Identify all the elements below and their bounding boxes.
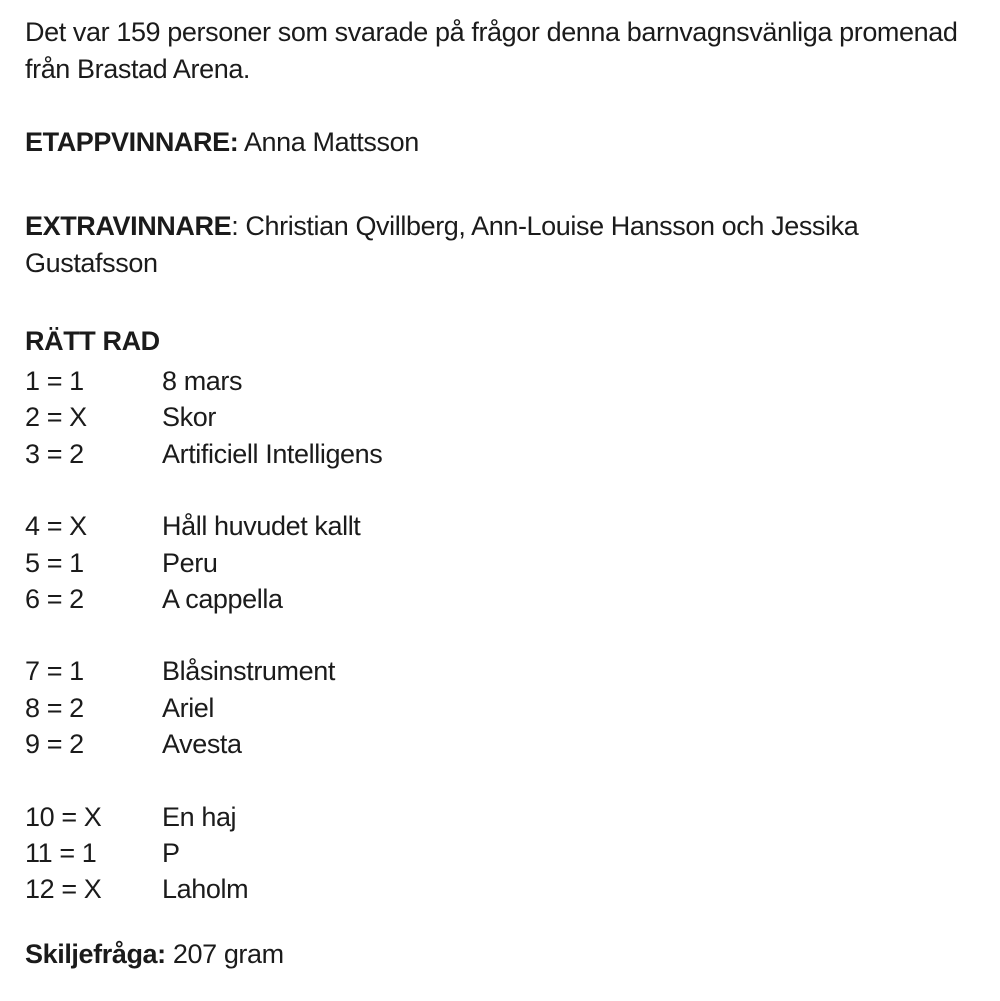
answer-key-12: 12 = X (25, 874, 102, 905)
answer-row-1 (25, 363, 982, 399)
answer-row-7 (25, 653, 982, 689)
answer-text-11: P (162, 838, 180, 869)
answer-group-3 (25, 653, 982, 762)
extra-winners-value-line-1: : Christian Qvillberg, Ann-Louise Hansson och Jessika (231, 211, 859, 241)
answer-row-10 (25, 799, 982, 835)
correct-row-heading: RÄTT RAD (25, 326, 160, 356)
answer-row-3 (25, 436, 982, 472)
answer-group-2 (25, 508, 982, 617)
answer-text-7: Blåsinstrument (162, 656, 335, 687)
answer-text-6: A cappella (162, 584, 283, 615)
extra-winners-value-line-2: Gustafsson (25, 248, 158, 278)
tiebreaker-value: 207 gram (165, 938, 284, 969)
answer-group-1 (25, 363, 982, 472)
answer-key-2: 2 = X (25, 402, 87, 433)
answer-key-9: 9 = 2 (25, 729, 84, 760)
answer-key-8: 8 = 2 (25, 692, 84, 723)
intro-line-1: Det var 159 personer som svarade på frågor denna barnvagnsvänliga promenad (25, 17, 958, 47)
answer-text-2: Skor (162, 402, 216, 433)
answer-row-6 (25, 581, 982, 617)
answer-key-1: 1 = 1 (25, 366, 84, 396)
answer-row-2 (25, 399, 982, 435)
answer-group-4 (25, 799, 982, 908)
answer-row-11 (25, 835, 982, 871)
answer-key-6: 6 = 2 (25, 584, 84, 615)
answer-key-7: 7 = 1 (25, 656, 84, 687)
answer-text-12: Laholm (162, 874, 249, 905)
answer-key-11: 11 = 1 (25, 838, 97, 869)
answer-key-3: 3 = 2 (25, 438, 84, 469)
answer-text-8: Ariel (162, 692, 215, 723)
answer-text-9: Avesta (162, 729, 242, 760)
extra-winners-label: EXTRAVINNARE (25, 211, 232, 241)
answer-key-4: 4 = X (25, 511, 87, 542)
answer-row-5 (25, 545, 982, 581)
answer-text-5: Peru (162, 547, 218, 578)
stage-winner-label: ETAPPVINNARE: (25, 127, 239, 157)
tiebreaker-label: Skiljefråga: (25, 938, 166, 969)
answer-key-5: 5 = 1 (25, 547, 84, 578)
tiebreaker-line (25, 936, 982, 973)
answer-row-8 (25, 690, 982, 726)
extra-winners-line (25, 208, 982, 282)
answer-row-4 (25, 508, 982, 544)
answer-list (25, 363, 982, 908)
answer-key-10: 10 = X (25, 801, 102, 832)
answer-text-1: 8 mars (162, 366, 243, 396)
answer-text-10: En haj (162, 801, 237, 832)
intro-line-2: från Brastad Arena. (25, 54, 251, 84)
answer-row-12 (25, 871, 982, 907)
answer-text-3: Artificiell Intelligens (162, 438, 383, 469)
answer-row-9 (25, 726, 982, 762)
stage-winner-value: Anna Mattsson (238, 127, 419, 157)
stage-winner-line (25, 124, 982, 161)
intro-paragraph (25, 14, 982, 88)
answer-text-4: Håll huvudet kallt (162, 511, 361, 542)
